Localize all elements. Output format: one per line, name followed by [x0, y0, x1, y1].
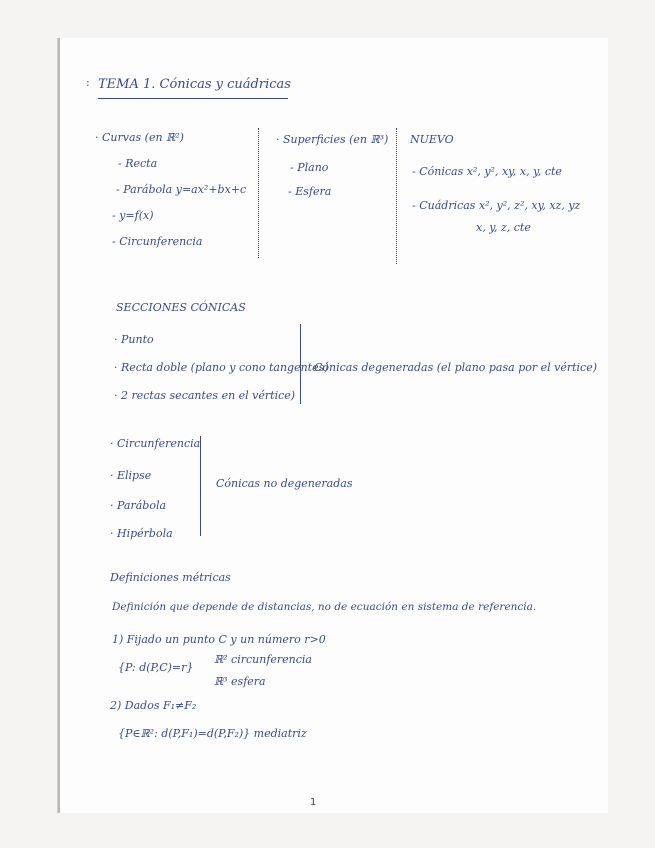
- definiciones-heading: Definiciones métricas: [110, 571, 231, 584]
- page-number: 1: [310, 797, 317, 808]
- superficies-item-plano: - Plano: [290, 161, 329, 174]
- nuevo-heading: NUEVO: [410, 133, 454, 146]
- no-degenerada-hiperbola: · Hipérbola: [110, 527, 173, 540]
- curvas-item-recta: - Recta: [118, 157, 158, 170]
- definicion-2-conjunto: {P∈ℝ²: d(P,F₁)=d(P,F₂)} mediatriz: [118, 727, 307, 740]
- curvas-heading: · Curvas (en ℝ²): [95, 131, 184, 144]
- definiciones-intro: Definición que depende de distancias, no de ecuación en sistema de referencia.: [112, 601, 537, 613]
- title-mark: :: [86, 76, 90, 89]
- nuevo-cuadricas-cont: x, y, z, cte: [476, 221, 531, 234]
- definicion-1-r2: ℝ² circunferencia: [214, 653, 312, 666]
- superficies-item-esfera: - Esfera: [288, 185, 332, 198]
- no-degenerada-elipse: · Elipse: [110, 469, 152, 482]
- no-degenerada-parabola: · Parábola: [110, 499, 167, 512]
- title-underline: [98, 98, 288, 99]
- nuevo-conicas: - Cónicas x², y², xy, x, y, cte: [412, 165, 562, 178]
- notebook-page: [58, 38, 608, 813]
- degeneradas-brace: [300, 324, 301, 404]
- definicion-1-conjunto: {P: d(P,C)=r}: [118, 661, 194, 674]
- degeneradas-label: Cónicas degeneradas (el plano pasa por el vértice): [314, 361, 598, 374]
- secciones-heading: SECCIONES CÓNICAS: [116, 301, 246, 314]
- no-degenerada-circunferencia: · Circunferencia: [110, 437, 201, 450]
- definicion-1-r3: ℝ³ esfera: [214, 675, 266, 688]
- degenerada-punto: · Punto: [114, 333, 154, 346]
- definicion-1: 1) Fijado un punto C y un número r>0: [112, 633, 326, 646]
- curvas-item-funcion: - y=f(x): [112, 209, 154, 222]
- definicion-2: 2) Dados F₁≠F₂: [110, 699, 197, 712]
- curvas-item-circunferencia: - Circunferencia: [112, 235, 203, 248]
- no-degeneradas-brace: [200, 436, 201, 536]
- column-divider-2: [396, 128, 401, 264]
- column-divider-1: [258, 128, 263, 258]
- page-margin: [58, 38, 60, 813]
- superficies-heading: · Superficies (en ℝ³): [276, 133, 389, 146]
- nuevo-cuadricas: - Cuádricas x², y², z², xy, xz, yz: [412, 199, 581, 212]
- no-degeneradas-label: Cónicas no degeneradas: [216, 477, 353, 490]
- degenerada-rectas-secantes: · 2 rectas secantes en el vértice): [114, 389, 296, 402]
- curvas-item-parabola: - Parábola y=ax²+bx+c: [116, 183, 247, 196]
- degenerada-recta-doble: · Recta doble (plano y cono tangentes): [114, 361, 329, 374]
- page-title: TEMA 1. Cónicas y cuádricas: [98, 77, 291, 92]
